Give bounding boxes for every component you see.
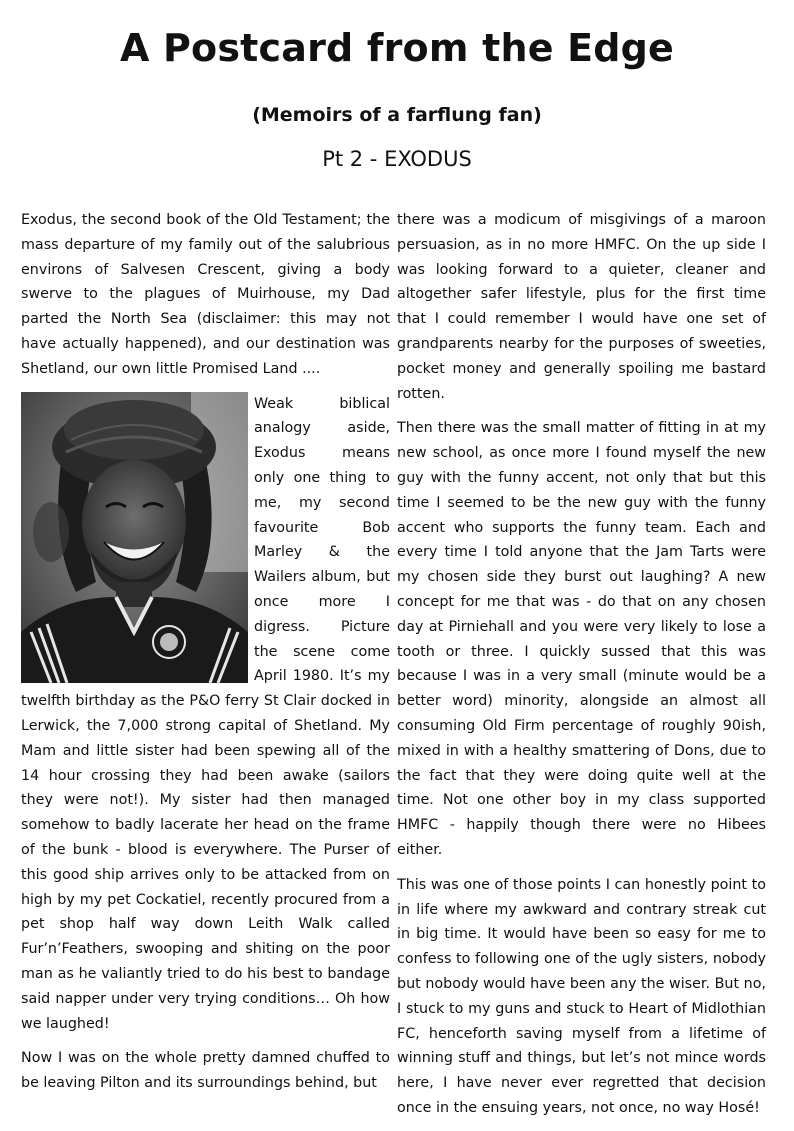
paragraph: Weak biblical analogy aside, Exodus means only one thing to me, my second favourite Bob Marley & the Wailers album, but once more I digress. Picture the scene come April 1980. It’s my twelfth birthday as the P&O ferry St Clair docked in Lerwick, the 7,000 strong capital of Shetland. My Mam and little sister had been spewing all of the 14 hour crossing they had been awake (sailors they were not!). My sister had then managed somehow to badly lacerate her head on the frame of the bunk - blood is everywhere. The Purser of this good ship arrives only to be attacked from on high by my pet Cockatiel, recently procured from a pet shop half way down Leith Walk called Fur’n’Feathers, swooping and shiting on the poor man as he valiantly tried to do his best to bandage said napper under very trying conditions… Oh how we laughed! (21, 395, 390, 1032)
paragraph: there was a modicum of misgivings of a maroon persuasion, as in no more HMFC. On the up side I was looking forward to a quieter, cleaner and altogether safer lifestyle, plus for the first time that I could remember I would have one set of grandparents nearby for the purposes of sweeties, pocket money and generally spoiling me bastard rotten. (397, 212, 766, 402)
right-column (397, 208, 766, 1131)
article-title: A Postcard from the Edge (119, 26, 675, 70)
paragraph: Then there was the small matter of fitting in at my new school, as once more I found myself the new guy with the funny accent, not only that but this time I seemed to be the new guy with the funny accent who supports the funny team. Each and every time I told anyone that the Jam Tarts were my chosen side they burst out laughing? A new concept for me that was - do that on any chosen day at Pirniehall and you were very likely to lose a tooth or three. I quickly sussed that this was because I was in a very small (minute would be a better word) minority, alongside an almost all consuming Old Firm percentage of roughly 90ish, mixed in with a healthy smattering of Dons, due to the fact that they were doing quite well at the time. Not one other boy in my class supported HMFC - happily though there were no Hibees either. (397, 420, 766, 858)
portrait-photo (21, 392, 248, 683)
paragraph: This was one of those points I can honestly point to in life where my awkward and contrary streak cut in big time. It would have been so easy for me to confess to following one of the ugly sisters, nobody but nobody would have been any the wiser. But no, I stuck to my guns and stuck to Heart of Midlothian FC, henceforth saving myself from a lifetime of winning stuff and things, but let’s not mince words here, I have never ever regretted that decision once in the ensuing years, not once, no way Hosé! (397, 876, 766, 1116)
article-subtitle: (Memoirs of a farflung fan) (252, 104, 542, 126)
portrait-photo-icon (21, 392, 248, 683)
paragraph: Exodus, the second book of the Old Testament; the mass departure of my family out of the salubrious environs of Salvesen Crescent, giving a body swerve to the plagues of Muirhouse, my Dad parted the North Sea (disclaimer: this may not have actually happened), and our destination was Shetland, our own little Promised Land .... (21, 212, 390, 377)
paragraph: Now I was on the whole pretty damned chuffed to be leaving Pilton and its surroundings behind, but (21, 1050, 390, 1092)
part-heading: Pt 2 - EXODUS (322, 147, 472, 171)
left-column (21, 208, 390, 1106)
